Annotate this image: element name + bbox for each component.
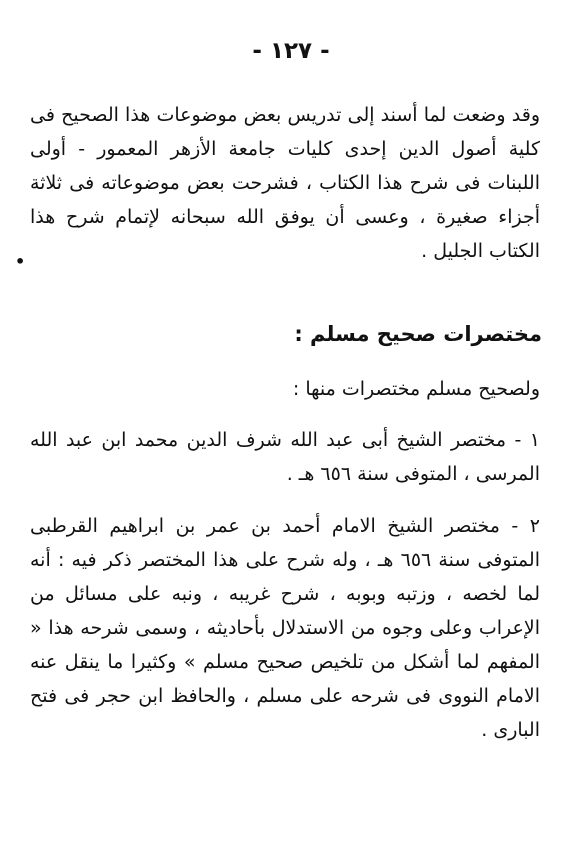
list-item-1: ١ - مختصر الشيخ أبى عبد الله شرف الدين محمد ابن عبد الله المرسى ، المتوفى سنة ٦٥٦ هـ . bbox=[30, 429, 540, 485]
intro-paragraph: وقد وضعت لما أسند إلى تدريس بعض موضوعات هذا الصحيح فى كلية أصول الدين إحدى كليات جامعة الأزهر المعمور - أولى اللبنات فى شرح هذا الكتاب ، فشرحت بعض موضوعاته فى ثلاثة أجزاء صغيرة ، وعسى أن يوفق الله سبحانه لإتمام شرح هذا الكتاب الجليل . bbox=[30, 104, 540, 262]
page-number: - ١٢٧ - bbox=[252, 38, 330, 64]
section-intro: ولصحيح مسلم مختصرات منها : bbox=[292, 378, 540, 400]
section-heading: مختصرات صحيح مسلم : bbox=[294, 322, 542, 346]
margin-dot: • bbox=[15, 252, 26, 271]
list-item-2: ٢ - مختصر الشيخ الامام أحمد بن عمر بن ابراهيم القرطبى المتوفى سنة ٦٥٦ هـ ، وله شرح على هذا المختصر ذكر فيه : أنه لما لخصه ، وزتبه وبوبه ، شرح غريبه ، ونبه على مسائل من الإعراب وعلى وجوه من الاستدلال بأحاديثه ، وسمى شرحه هذا « المفهم لما أشكل من تلخيص صحيح مسلم » وكثيرا ما ينقل عنه الامام النووى فى شرحه على مسلم ، والحافظ ابن حجر فى فتح البارى . bbox=[30, 515, 540, 741]
